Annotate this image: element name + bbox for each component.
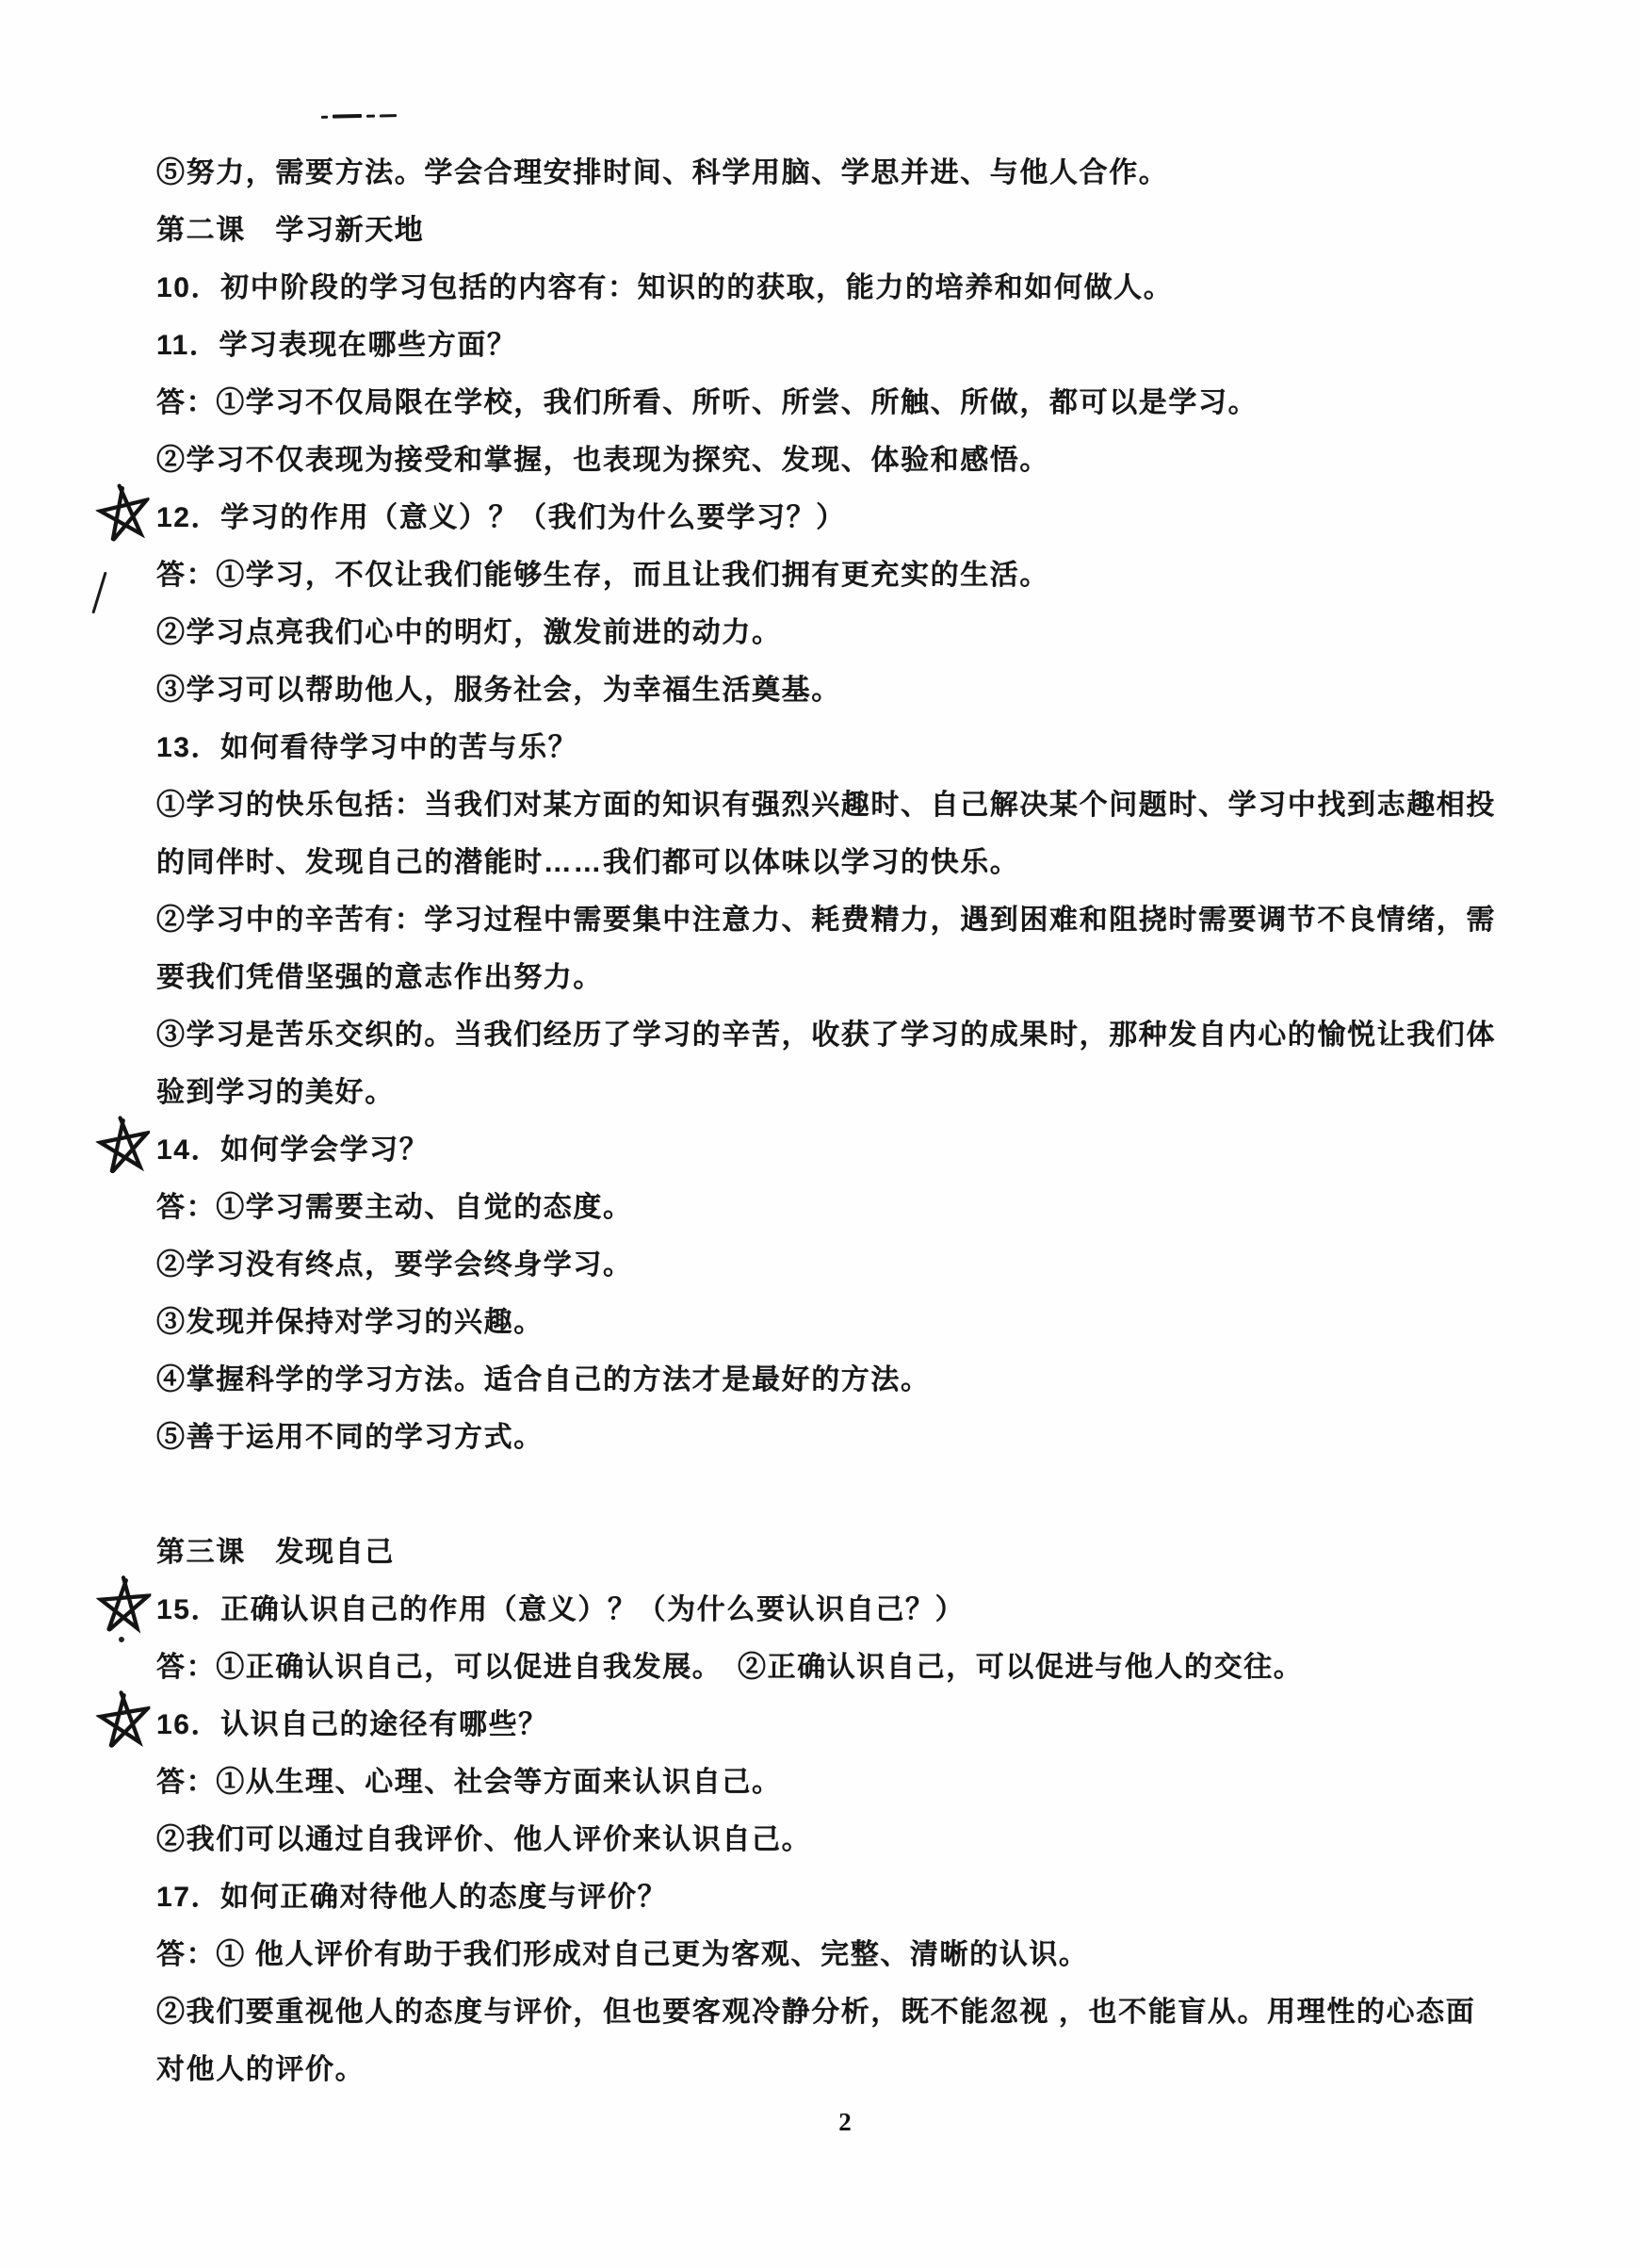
text-line [156, 370, 1556, 428]
pen-dash-mark [321, 113, 397, 119]
text-line [156, 1750, 1556, 1807]
text-line [156, 313, 1556, 370]
text-line [156, 1060, 1556, 1118]
star-mark-icon [92, 478, 154, 547]
page-number [0, 2108, 1641, 2137]
text-line [156, 1290, 1556, 1347]
page-number-value: 2 [838, 2108, 852, 2136]
line-text: ②学习不仅表现为接受和掌握，也表现为探究、发现、体验和感悟。 [156, 444, 1049, 476]
line-text: 13．如何看待学习中的苦与乐？ [156, 731, 578, 763]
line-text: ③学习可以帮助他人，服务社会，为幸福生活奠基。 [156, 674, 841, 706]
text-line [156, 1922, 1556, 1980]
text-line [156, 1118, 1556, 1175]
line-text: ①学习的快乐包括：当我们对某方面的知识有强烈兴趣时、自己解决某个问题时、学习中找到志趣相投 [156, 789, 1496, 821]
text-line [156, 600, 1556, 658]
line-text: 答：①学习，不仅让我们能够生存，而且让我们拥有更充实的生活。 [156, 559, 1049, 591]
section-heading-line [156, 198, 1556, 255]
line-text: ②学习没有终点，要学会终身学习。 [156, 1248, 633, 1281]
text-line [156, 255, 1556, 313]
text-line [156, 1577, 1556, 1635]
text-line [156, 1003, 1556, 1060]
line-text: ⑤努力，需要方法。学会合理安排时间、科学用脑、学思并进、与他人合作。 [156, 156, 1169, 188]
line-text: 答：①学习需要主动、自觉的态度。 [156, 1191, 633, 1223]
pen-dot-mark [119, 1637, 124, 1642]
line-text: 第三课 发现自己 [156, 1536, 395, 1568]
line-text: 第二课 学习新天地 [156, 214, 425, 246]
text-line [156, 945, 1556, 1003]
line-text: 答：①从生理、心理、社会等方面来认识自己。 [156, 1766, 782, 1798]
pen-slash-mark [91, 572, 106, 614]
line-text: 14．如何学会学习？ [156, 1134, 430, 1166]
line-text: 答：①正确认识自己，可以促进自我发展。 ②正确认识自己，可以促进与他人的交往。 [156, 1651, 1304, 1683]
text-line [156, 1692, 1556, 1750]
line-text: ②学习点亮我们心中的明灯，激发前进的动力。 [156, 616, 782, 648]
line-text: ⑤善于运用不同的学习方式。 [156, 1421, 544, 1453]
text-line [156, 1807, 1556, 1865]
text-line [156, 715, 1556, 773]
section-heading-line [156, 1520, 1556, 1577]
line-text: ②我们要重视他人的态度与评价，但也要客观冷静分析，既不能忽视 ，也不能盲从。用理性的心态面 [156, 1996, 1476, 2028]
line-text: ②学习中的辛苦有：学习过程中需要集中注意力、耗费精力，遇到困难和阻挠时需要调节不良情绪，需 [156, 904, 1496, 936]
star-mark-icon [94, 1686, 152, 1751]
line-text: ④掌握科学的学习方法。适合自己的方法才是最好的方法。 [156, 1363, 931, 1395]
line-text: 16．认识自己的途径有哪些？ [156, 1708, 548, 1740]
text-line [156, 140, 1556, 198]
line-text: 15．正确认识自己的作用（意义）？（为什么要认识自己？） [156, 1593, 966, 1625]
text-line [156, 2037, 1556, 2095]
text-line [156, 1865, 1556, 1922]
text-line [156, 658, 1556, 715]
text-line [156, 1635, 1556, 1692]
text-line [156, 773, 1556, 830]
text-line [156, 888, 1556, 945]
star-mark-icon [93, 1110, 154, 1177]
line-text: 11．学习表现在哪些方面？ [156, 329, 517, 361]
text-line [156, 428, 1556, 485]
text-line [156, 1405, 1556, 1462]
line-text: 答：① 他人评价有助于我们形成对自己更为客观、完整、清晰的认识。 [156, 1938, 1089, 1970]
line-text: 要我们凭借坚强的意志作出努力。 [156, 961, 603, 993]
line-text: ③学习是苦乐交织的。当我们经历了学习的辛苦，收获了学习的成果时，那种发自内心的愉悦让我们体 [156, 1019, 1496, 1051]
star-mark-icon [95, 1572, 152, 1636]
line-text: 的同伴时、发现自己的潜能时……我们都可以体味以学习的快乐。 [156, 846, 1020, 878]
line-text: 验到学习的美好。 [156, 1076, 395, 1108]
line-text: 答：①学习不仅局限在学校，我们所看、所听、所尝、所触、所做，都可以是学习。 [156, 386, 1259, 418]
text-line [156, 830, 1556, 888]
spacer-line [156, 1462, 1556, 1520]
line-text: 10．初中阶段的学习包括的内容有：知识的的获取，能力的培养和如何做人。 [156, 271, 1174, 303]
text-line [156, 543, 1556, 600]
line-text: 对他人的评价。 [156, 2053, 366, 2085]
line-text: 12．学习的作用（意义）？（我们为什么要学习？） [156, 501, 846, 533]
line-text: ②我们可以通过自我评价、他人评价来认识自己。 [156, 1823, 812, 1855]
line-text: 17．如何正确对待他人的态度与评价？ [156, 1881, 668, 1913]
text-line [156, 485, 1556, 543]
document-content [156, 140, 1556, 2095]
text-line [156, 1175, 1556, 1232]
text-line [156, 1232, 1556, 1290]
text-line [156, 1347, 1556, 1405]
line-text: ③发现并保持对学习的兴趣。 [156, 1306, 544, 1338]
text-line [156, 1980, 1556, 2037]
